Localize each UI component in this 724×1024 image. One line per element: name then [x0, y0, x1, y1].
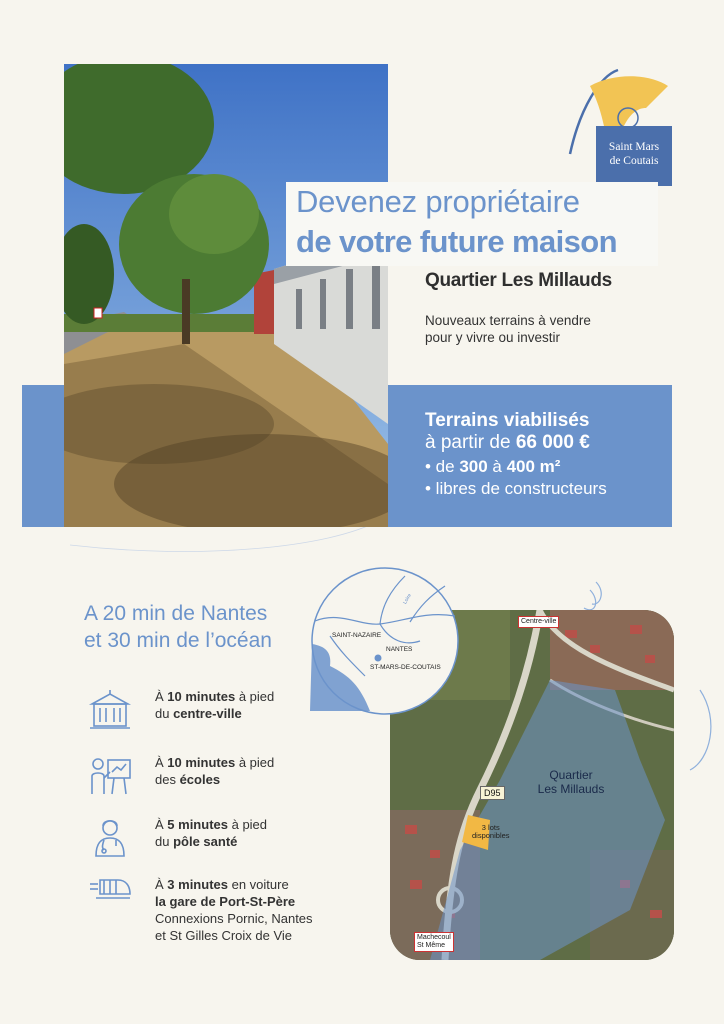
town-hall-icon: [88, 688, 132, 732]
page-title-line2: de votre future maison: [296, 224, 617, 259]
inset-label-nantes: NANTES: [386, 646, 413, 653]
intro-text: [425, 312, 591, 346]
map-label-lots-line1: 3 lots: [481, 823, 500, 832]
feature-mode: à pied: [227, 817, 268, 832]
feature-duration: 10 minutes: [167, 689, 236, 704]
intro-line1: Nouveaux terrains à vendre: [425, 313, 591, 328]
feature-mode: à pied: [235, 755, 275, 770]
offer-bullet-builders: • libres de constructeurs: [425, 479, 607, 498]
offer-line1: Terrains viabilisés: [425, 410, 590, 431]
inset-label-st-mars: ST-MARS-DE-COUTAIS: [370, 664, 441, 671]
feature-destination: centre-ville: [173, 706, 242, 721]
feature-mode: en voiture: [227, 877, 289, 892]
page-subtitle: Quartier Les Millauds: [425, 270, 612, 291]
feature-destination: écoles: [179, 772, 221, 787]
feature-dest-prefix: du: [155, 834, 174, 849]
inset-map-circle: [310, 566, 460, 716]
feature-prefix: À: [155, 755, 168, 770]
logo-line1: Saint Mars: [608, 141, 660, 153]
map-label-centre-ville: Centre-ville: [518, 616, 559, 628]
feature-connections-line2: et St Gilles Croix de Vie: [155, 928, 293, 943]
offer-bullet1-mid: à: [487, 457, 507, 476]
feature-prefix: À: [155, 689, 168, 704]
hero-photo: [64, 64, 388, 527]
feature-destination: la gare de Port-St-Père: [155, 894, 296, 909]
feature-prefix: À: [155, 877, 168, 892]
feature-pole-sante: [88, 816, 378, 876]
inset-label-loire: Loire: [402, 592, 413, 606]
feature-dest-prefix: des: [155, 772, 180, 787]
location-title: [84, 600, 272, 654]
feature-duration: 3 minutes: [167, 877, 228, 892]
offer-band-left: [22, 385, 64, 527]
feature-prefix: À: [155, 817, 168, 832]
feature-destination: pôle santé: [173, 834, 238, 849]
feature-duration: 10 minutes: [167, 755, 236, 770]
intro-line2: pour y vivre ou investir: [425, 330, 561, 345]
location-title-line1: A 20 min de Nantes: [84, 602, 268, 625]
map-label-machecoul: [414, 932, 454, 952]
offer-line2: [425, 432, 607, 454]
feature-ecoles: [88, 754, 378, 814]
map-label-quartier: [530, 768, 612, 796]
map-label-lots-line2: disponibles: [472, 831, 510, 840]
offer-bullet-surface: [425, 456, 607, 478]
map-label-machecoul-line2: St Même: [417, 942, 446, 949]
offer-text: [425, 410, 607, 500]
page-title-line1: Devenez propriétaire: [296, 184, 580, 219]
feature-duration: 5 minutes: [167, 817, 228, 832]
logo-line2: de Coutais: [609, 155, 659, 167]
offer-surface-min: 300: [459, 457, 488, 476]
map-label-d95: D95: [480, 786, 505, 800]
map-label-lots: [472, 824, 510, 840]
feature-connections-line1: Connexions Pornic, Nantes: [155, 911, 313, 926]
feature-dest-prefix: du: [155, 706, 174, 721]
offer-price: 66 000 €: [515, 432, 590, 453]
inset-label-saint-nazaire: SAINT-NAZAIRE: [332, 632, 382, 639]
teacher-icon: [88, 754, 132, 798]
location-title-line2: et 30 min de l’océan: [84, 629, 272, 652]
map-label-quartier-line2: Les Millauds: [537, 782, 605, 796]
map-label-machecoul-line1: Machecoul: [417, 934, 451, 941]
map-label-quartier-line1: Quartier: [549, 768, 593, 782]
doctor-icon: [88, 816, 132, 860]
feature-mode: à pied: [235, 689, 275, 704]
feature-gare: [88, 876, 378, 948]
offer-price-prefix: à partir de: [425, 432, 516, 453]
offer-bullet1-prefix: • de: [425, 457, 460, 476]
train-icon: [88, 876, 132, 920]
offer-surface-max: 400 m²: [506, 457, 561, 476]
inset-map: [310, 566, 460, 716]
town-logo: [560, 68, 674, 192]
